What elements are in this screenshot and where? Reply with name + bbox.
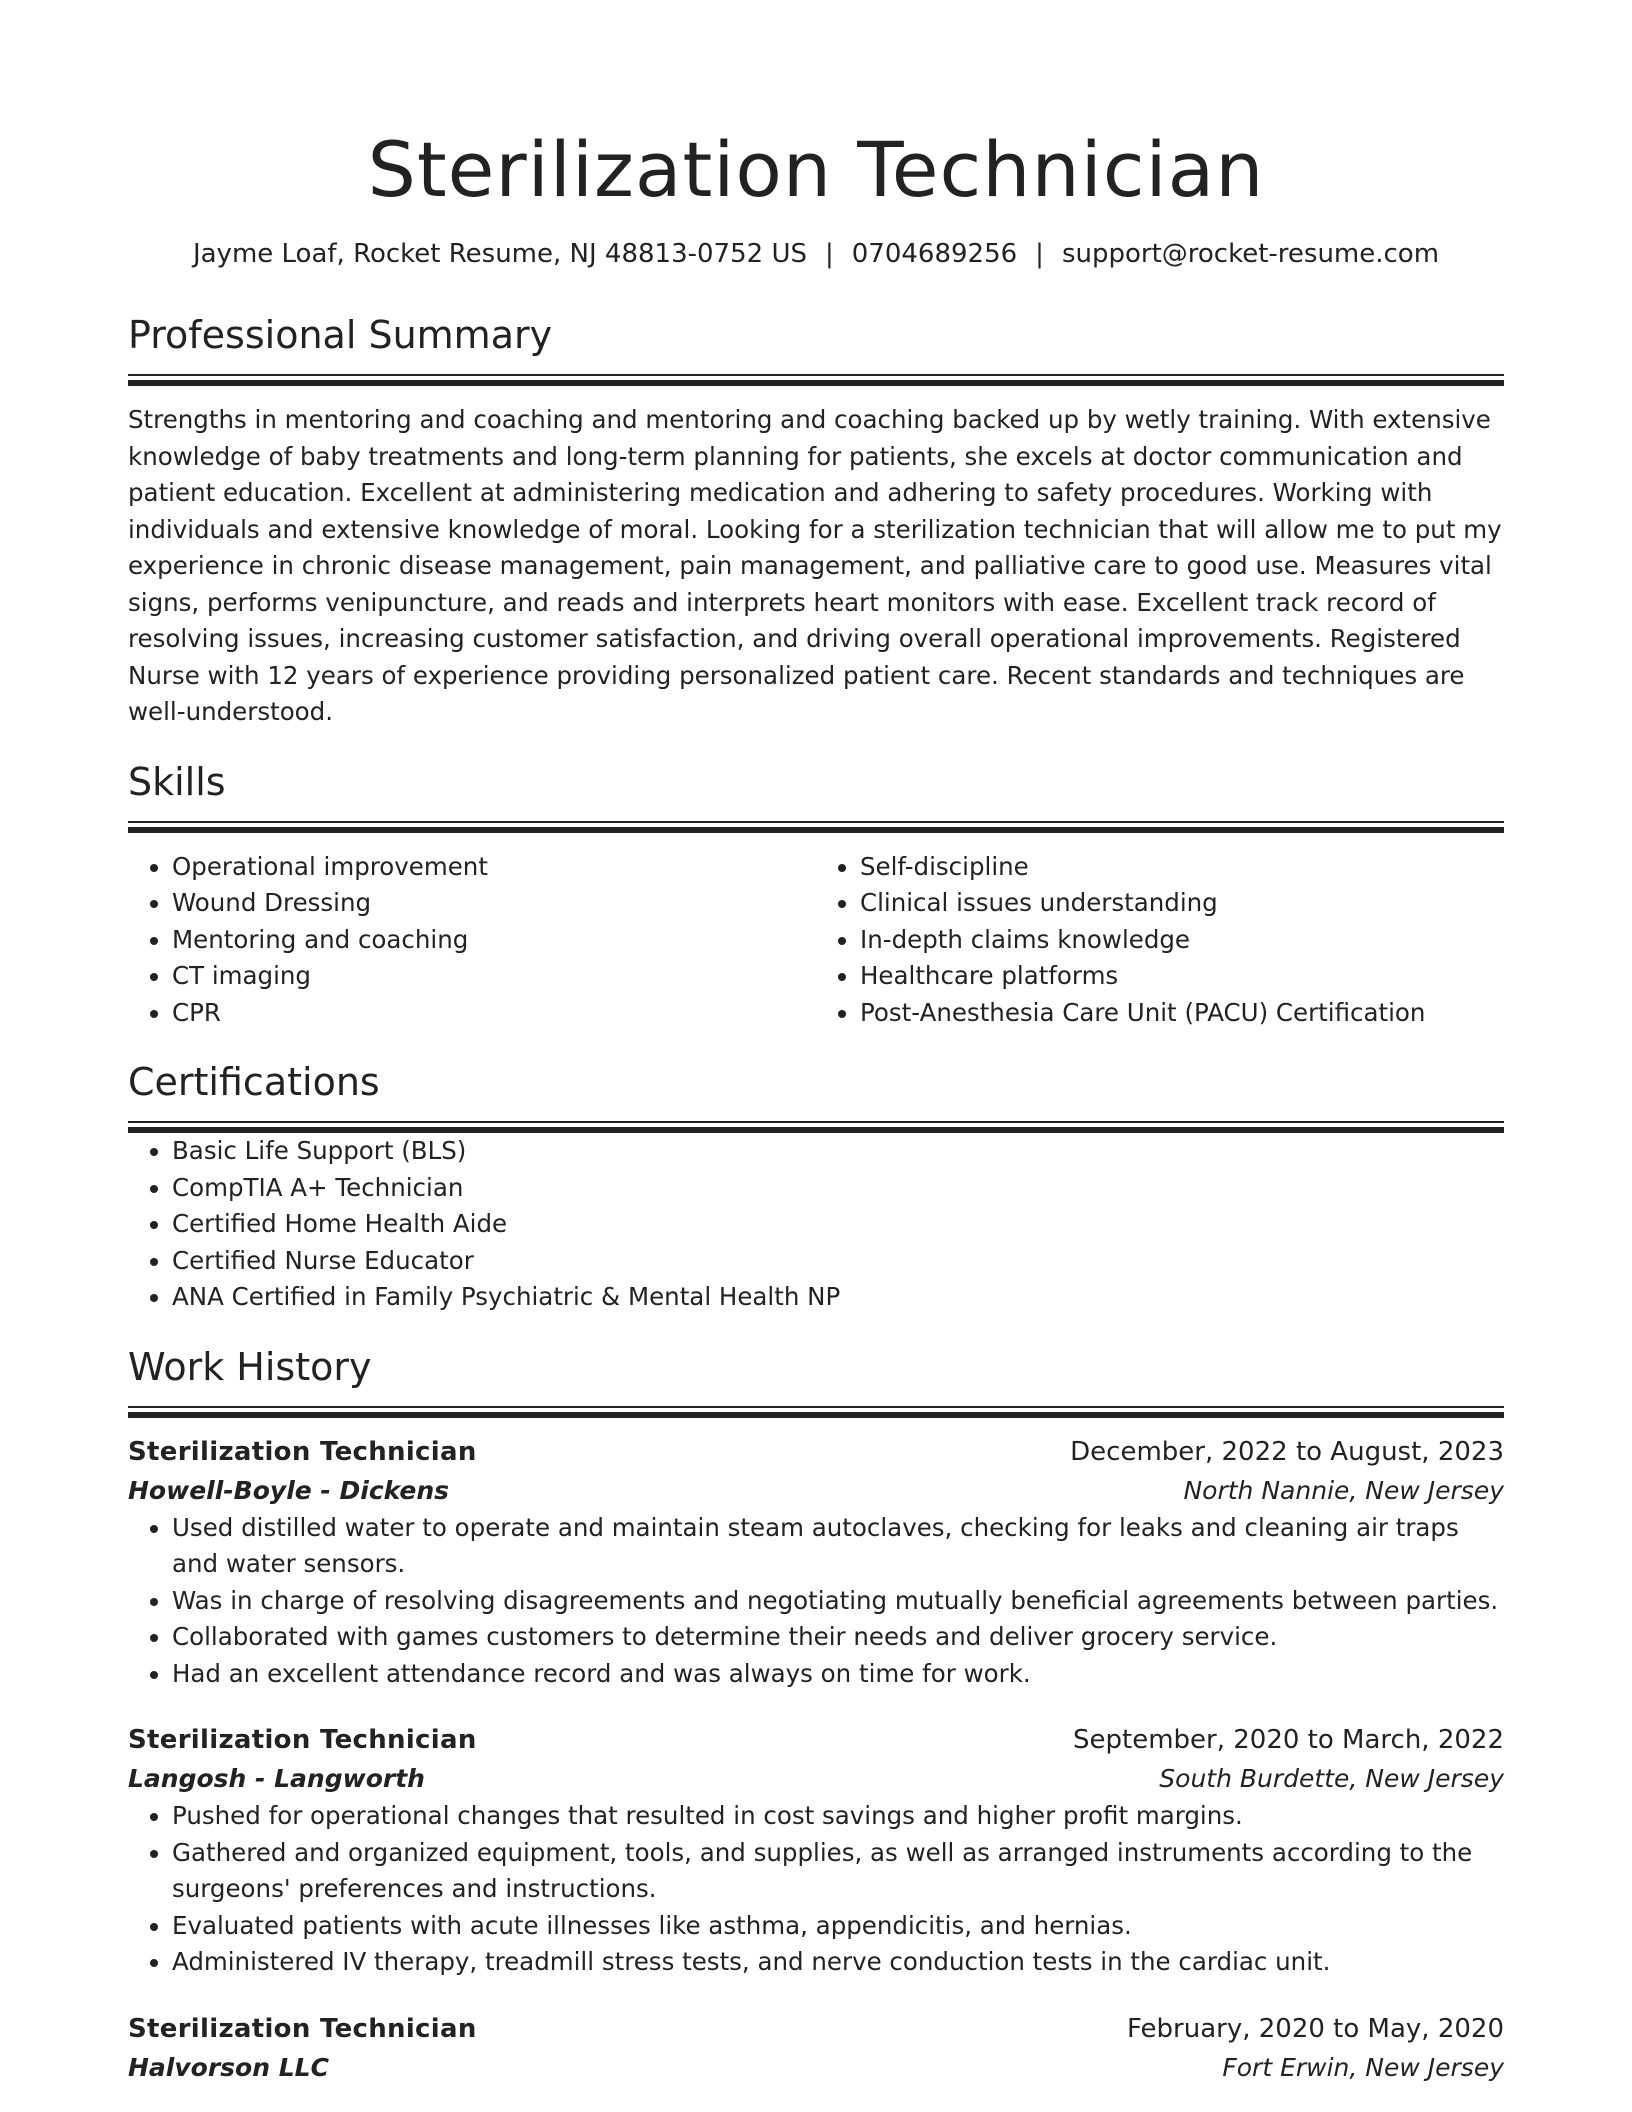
skill-item: • Operational improvement <box>172 849 816 886</box>
job-bullet: • Gathered and organized equipment, tools, and supplies, as well as arranged instruments according to the surgeons' preferences and instructions. <box>172 1835 1504 1908</box>
job-company: Halvorson LLC <box>128 2052 329 2082</box>
certification-item: • Certified Nurse Educator <box>172 1243 1504 1280</box>
contact-line <box>128 236 1504 272</box>
resume-page <box>128 120 1504 2087</box>
certification-item: • Certified Home Health Aide <box>172 1206 1504 1243</box>
job-dates: September, 2020 to March, 2022 <box>1073 1725 1504 1755</box>
job-title: Sterilization Technician <box>128 1725 477 1755</box>
job-bullet: • Used distilled water to operate and maintain steam autoclaves, checking for leaks and cleaning air traps and water sensors. <box>172 1510 1504 1583</box>
contact-email[interactable]: support@rocket-resume.com <box>1061 239 1440 269</box>
skill-item: • Clinical issues understanding <box>860 885 1504 922</box>
skill-item: • Wound Dressing <box>172 885 816 922</box>
job-dates: December, 2022 to August, 2023 <box>1070 1436 1504 1467</box>
certification-item: • ANA Certified in Family Psychiatric & Mental Health NP <box>172 1279 1504 1316</box>
job-title: Sterilization Technician <box>128 2013 477 2044</box>
skills-section <box>128 757 1504 1032</box>
contact-address: Jayme Loaf, Rocket Resume, NJ 48813-0752 US <box>192 239 807 269</box>
summary-text: Strengths in mentoring and coaching and mentoring and coaching backed up by wetly training. With extensive knowledge of baby treatments and long-term planning for patients, she excels at doctor communication and patient education. Excellent at administering medication and adhering to safety procedures. Working with individuals and extensive knowledge of moral. Looking for a sterilization technician that will allow me to put my experience in chronic disease management, pain management, and palliative care to good use. Measures vital signs, performs venipuncture, and reads and interprets heart monitors with ease. Excellent track record of resolving issues, increasing customer satisfaction, and driving overall operational improvements. Registered Nurse with 12 years of experience providing personalized patient care. Recent standards and techniques are well-understood. <box>128 405 1502 726</box>
job-entry <box>128 1432 1504 1693</box>
job-bullet: • Collaborated with games customers to determine their needs and deliver grocery service. <box>172 1619 1504 1656</box>
skill-item: • CT imaging <box>172 958 816 995</box>
work-history-section <box>128 1342 1504 2087</box>
section-divider <box>128 821 1504 833</box>
skill-item: • Self-discipline <box>860 849 1504 886</box>
job-location: South Burdette, New Jersey <box>1159 1764 1504 1793</box>
job-title: Sterilization Technician <box>128 1436 477 1467</box>
certifications-section <box>128 1057 1504 1316</box>
skills-columns <box>128 849 1504 1032</box>
job-bullet: • Was in charge of resolving disagreements and negotiating mutually beneficial agreements between parties. <box>172 1583 1504 1620</box>
job-entry <box>128 2009 1504 2087</box>
job-bullet: • Administered IV therapy, treadmill stress tests, and nerve conduction tests in the cardiac unit. <box>172 1944 1504 1981</box>
section-divider <box>128 374 1504 386</box>
work-history-heading: Work History <box>128 1344 372 1389</box>
job-location: North Nannie, New Jersey <box>1183 1475 1504 1505</box>
section-divider <box>128 1121 1504 1133</box>
skills-left-list <box>128 849 816 1032</box>
skill-item: • Post-Anesthesia Care Unit (PACU) Certification <box>860 995 1504 1032</box>
certifications-list <box>128 1133 1504 1316</box>
job-bullet: • Evaluated patients with acute illnesses like asthma, appendicitis, and hernias. <box>172 1908 1504 1945</box>
skills-heading: Skills <box>128 759 226 804</box>
job-bullets <box>128 1798 1504 1981</box>
certifications-heading: Certifications <box>128 1060 380 1104</box>
resume-title: Sterilization Technician <box>367 125 1265 214</box>
job-location: Fort Erwin, New Jersey <box>1222 2052 1504 2082</box>
certification-item: • CompTIA A+ Technician <box>172 1170 1504 1207</box>
section-divider <box>128 1406 1504 1418</box>
job-bullet: • Pushed for operational changes that resulted in cost savings and higher profit margins. <box>172 1798 1504 1835</box>
skill-item: • Mentoring and coaching <box>172 922 816 959</box>
summary-section <box>128 310 1504 731</box>
contact-separator: | <box>1035 239 1044 269</box>
job-bullet: • Had an excellent attendance record and was always on time for work. <box>172 1656 1504 1693</box>
certification-item: • Basic Life Support (BLS) <box>172 1133 1504 1170</box>
job-company: Howell-Boyle - Dickens <box>128 1475 450 1505</box>
skill-item: • CPR <box>172 995 816 1032</box>
job-company: Langosh - Langworth <box>128 1764 425 1793</box>
job-bullets <box>128 1510 1504 1693</box>
summary-heading: Professional Summary <box>128 313 553 357</box>
skill-item: • Healthcare platforms <box>860 958 1504 995</box>
contact-separator: | <box>824 239 834 269</box>
contact-phone: 0704689256 <box>851 239 1018 269</box>
job-entry <box>128 1720 1504 1981</box>
skill-item: • In-depth claims knowledge <box>860 922 1504 959</box>
job-dates: February, 2020 to May, 2020 <box>1127 2013 1504 2044</box>
skills-right-list <box>816 849 1504 1032</box>
